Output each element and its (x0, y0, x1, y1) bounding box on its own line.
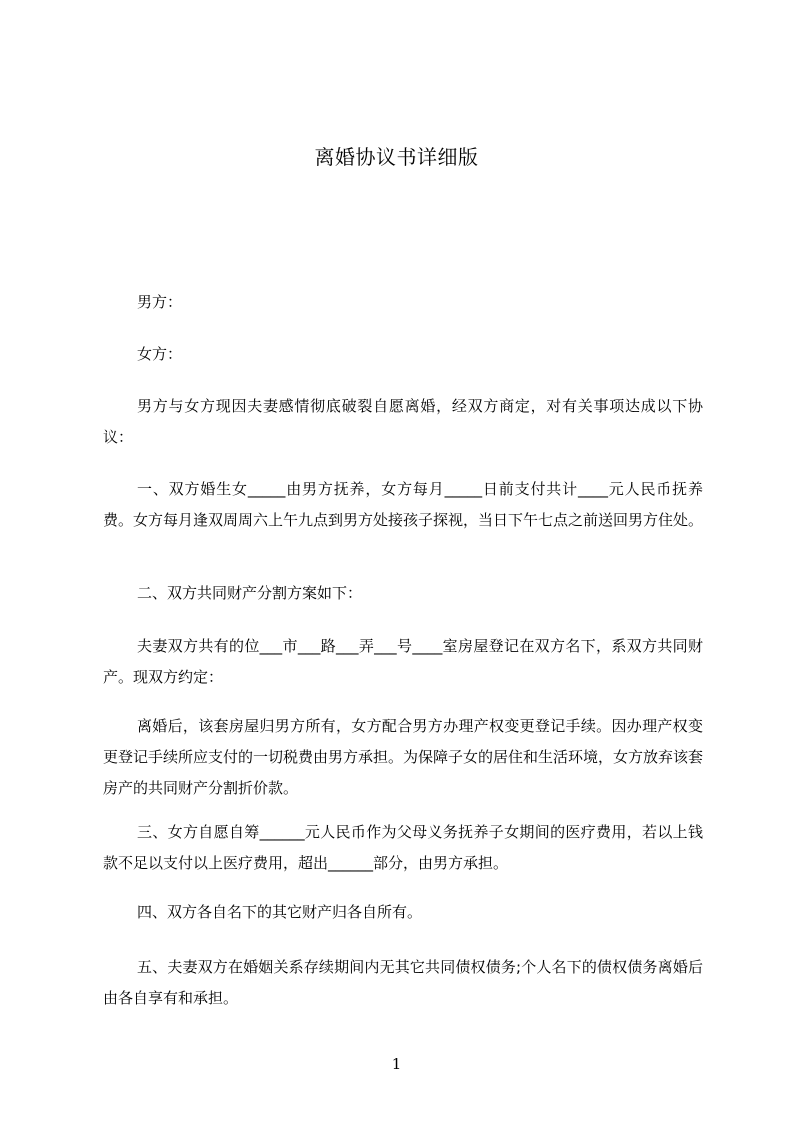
clause-3-medical-expenses: 三、女方自愿自筹______元人民币作为父母义务抚养子女期间的医疗费用，若以上钱款不足以支付以上医疗费用，超出______部分，由男方承担。 (103, 823, 703, 872)
page-number: 1 (391, 1055, 402, 1073)
clause-4-separate-property: 四、双方各自名下的其它财产归各自所有。 (137, 903, 423, 921)
clause-2-property-division-heading: 二、双方共同财产分割方案如下： (137, 584, 363, 602)
clause-2-property-description: 夫妻双方共有的位___市___路___弄___号____室房屋登记在双方名下，系双方共同财产。现双方约定： (103, 637, 703, 686)
clause-1-child-custody: 一、双方婚生女_____由男方抚养，女方每月_____日前支付共计____元人民币抚养费。女方每月逢双周周六上午九点到男方处接孩子探视，当日下午七点之前送回男方住处。 (103, 480, 704, 529)
document-title: 离婚协议书详细版 (314, 145, 479, 169)
clause-2-property-arrangement: 离婚后，该套房屋归男方所有，女方配合男方办理产权变更登记手续。因办理产权变更登记手续所应支付的一切税费由男方承担。为保障子女的居住和生活环境，女方放弃该套房产的共同财产分割折价款。 (103, 717, 704, 797)
party-male-line: 男方： (137, 293, 183, 311)
clause-5-debts: 五、夫妻双方在婚姻关系存续期间内无其它共同债权债务;个人名下的债权债务离婚后由各自享有和承担。 (103, 958, 703, 1007)
party-female-line: 女方： (137, 345, 183, 363)
agreement-intro-paragraph: 男方与女方现因夫妻感情彻底破裂自愿离婚，经双方商定，对有关事项达成以下协议： (103, 397, 703, 446)
